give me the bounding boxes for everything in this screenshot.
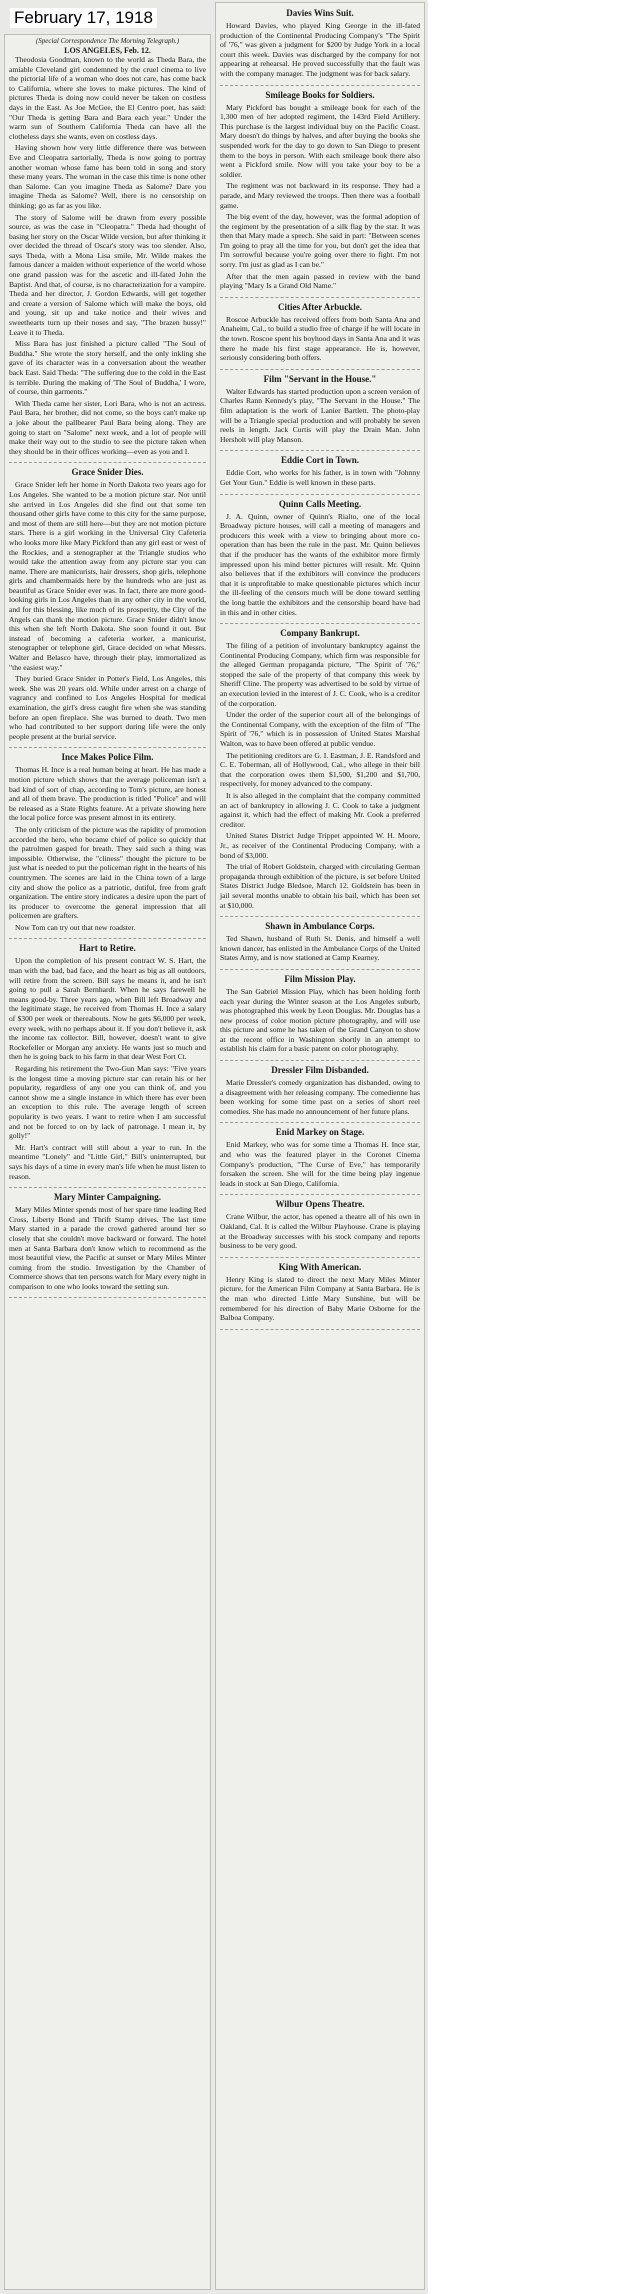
article-paragraph: The San Gabriel Mission Play, which has been holding forth each year during the Winter season at the Los Angeles suburb, was photographed this week by Leon Douglas. Mr. Douglas has a new process of color motion picture photography, and will use this picture and some he has taken of the Grand Canyon to show at the recent office in Washington shortly in an attempt to establish his claim for a basic patent on color photography.: [220, 986, 420, 1054]
article-heading: Enid Markey on Stage.: [275, 1127, 365, 1138]
article-heading: Quinn Calls Meeting.: [278, 498, 362, 509]
article-paragraph: Now Tom can try out that new roadster.: [15, 922, 136, 932]
article-subhead: (Special Correspondence The Morning Telegraph.): [35, 37, 180, 45]
article-smileage-books-for-soldiers: [220, 90, 420, 298]
article-paragraph: Mary Pickford has bought a smileage book for each of the 1,300 men of her adopted regiment, the 143rd Field Artillery. This purchase is the largest individual buy on the Pacific Coast. Mary doesn't do things by halves, and after buying the books she suspended work for the day to go down to San Diego to present them to the boys in person. With each smileage book there also went a Pickford smile. Now will you take your boy to be a soldier.: [220, 102, 420, 179]
article-paragraph: It is also alleged in the complaint that the company committed an act of bankruptcy in allowing J. C. Cook to take a judgment against it, which had the effect of making Mr. Cook a preferred creditor.: [220, 791, 420, 829]
article-company-bankrupt: [220, 628, 420, 917]
article-paragraph: Roscoe Arbuckle has received offers from both Santa Ana and Anaheim, Cal., to build a studio free of charge if he will locate in the town. Roscoe spent his boyhood days in Santa Ana and it was there he made his first stage appearance. He is, however, seriously considering both offers.: [220, 314, 420, 363]
article-paragraph: Thomas H. Ince is a real human being at heart. He has made a motion picture which shows that the average policeman isn't a bad kind of sort of chap, according to Tom's picture, are honest and all of them brave. The production is titled "Police" and will be released as a State Rights feature. At a private showing here the local police force was present almost in its entirety.: [9, 765, 206, 823]
article-heading: Film Mission Play.: [284, 973, 356, 984]
article-heading: Davies Wins Suit.: [286, 8, 354, 18]
article-quinn-calls-meeting: [220, 499, 420, 625]
article-paragraph: Howard Davies, who played King George in the ill-fated production of the Continental Producing Company's "The Spirit of '76," was given a judgment for $200 by Judge York in a local court this week. Davies was discharged by the company for not appearing at rehearsal. He proved successfully that the fault was with the company manager. The judgment was for back salary.: [220, 21, 420, 78]
article-paragraph: Eddie Cort, who works for his father, is in town with "Johnny Get Your Gun." Eddie is well known in these parts.: [220, 468, 420, 487]
article-davies-wins-suit: [220, 8, 420, 86]
article-shawn-in-ambulance-corps: [220, 921, 420, 970]
article-paragraph: The only criticism of the picture was the rapidity of promotion accorded the hero, who became chief of police so quickly that the patrolmen gasped for breath. They said such a thing was impossible. Otherwise, the "cliness" thought the picture to be just what is needed to put the policeman right in the hearts of his countrymen. The scenes are laid in the China town of a large city and show the police as a patriotic, dutiful, free from graft organization. The entire story indicates a desire upon the part of its producer to overcome the general impression that all policemen are grafters.: [9, 824, 206, 921]
article-paragraph: With Theda came her sister, Lori Bara, who is not an actress. Paul Bara, her brother, did not come, so the boys can't make up a joke about the pallbearer Paul Bara being along. They are going to start on "Salome" next week, and a lot of people will make their way out to the studio to see the picture taken when they should be in their offices working—even as you and I.: [9, 398, 206, 456]
article-paragraph: Ted Shawn, husband of Ruth St. Denis, and himself a well known dancer, has enlisted in the Ambulance Corps of the United States Army, and is now stationed at Camp Kearney.: [220, 934, 420, 963]
article-paragraph: Crane Wilbur, the actor, has opened a theatre all of his own in Oakland, Cal. It is called the Wilbur Playhouse. Crane is playing at the Broadway successes with his stock company and reports business to be very good.: [220, 1212, 420, 1251]
article-wilbur-opens-theatre: [220, 1199, 420, 1257]
article-paragraph: Under the order of the superior court all of the belongings of the Continental Company, with the exception of the film of "The Spirit of '76," which is in possession of United States Marshal Walton, was to have been offered at public vendue.: [220, 710, 420, 749]
article-heading: Dressler Film Disbanded.: [271, 1065, 369, 1076]
article-king-with-american: [220, 1262, 420, 1330]
article-cities-after-arbuckle: [220, 302, 420, 370]
article-paragraph: After that the men again passed in review with the band playing "Mary Is a Grand Old Name.": [220, 271, 420, 291]
article-paragraph: Walter Edwards has started production upon a screen version of Charles Rann Kennedy's play, "The Servant in the House." The film adaptation is the work of Lanier Bartlett. The photo-play will be a Triangle special production and will probably be seven reels in length. Jack Curtis will play the Drain Man. John Hersholt will play Manson.: [220, 386, 420, 444]
right-column: [215, 2, 425, 2290]
article-paragraph: Upon the completion of his present contract W. S. Hart, the man with the bad, bad face, and the heart as big as all outdoors, will retire from the screen. Bill says he means it, and he isn't going to pull a Sarah Bernhardt. When he says farewell he means good-by. Three years ago, when Bill left Broadway and the legitimate stage, he received from Thomas H. Ince a salary of $300 per week or thereabouts. Now he gets $6,000 per week, every week, with no perhaps about it. If you don't believe it, ask the income tax collector. Bill, however, doesn't want to give Rockefeller or Morgan any anxiety. He wants just so much and then he is going back to his farm in that dear West Fort Ct.: [9, 956, 206, 1062]
article-heading: Eddie Cort in Town.: [280, 455, 360, 466]
article-paragraph: J. A. Quinn, owner of Quinn's Rialto, one of the local Broadway picture houses, will call a meeting of managers and producers this week with a view to bringing about more co-operation than has been the rule in the past. Mr. Quinn believes that if the producer has the wants of the exhibitor more firmly impressed upon his mind better pictures will result. Mr. Quinn also believes that if the exhibitors will convince the producers that it is unprofitable to make questionable pictures which incur the ill-feeling of the censors much will be done toward settling the long battle the exhibitors and the censorship board have had in this and in other cities.: [220, 511, 420, 617]
article-paragraph: The trial of Robert Goldstein, charged with circulating German propaganda through exhibition of the picture, is set before United States District Judge Bledsoe, March 12. Goldstein has been in jail several months unable to obtain his bail, which has been set at $10,000.: [220, 862, 420, 910]
article-heading: Smileage Books for Soldiers.: [265, 89, 375, 100]
article-hart-to-retire: [9, 943, 206, 1188]
article-dressler-film-disbanded: [220, 1065, 420, 1123]
article-paragraph: The petitioning creditors are G. I. Eastman, J. E. Randsford and C. E. Toberman, all of Hollywood, Cal., who allege in their bill that the corporation owes them $1,500, $1,200 and $1,700, respectively, for money advanced to the company.: [220, 750, 420, 789]
article-heading: Mary Minter Campaigning.: [53, 1192, 162, 1203]
article-heading: Hart to Retire.: [79, 943, 136, 954]
article-paragraph: United States District Judge Trippet appointed W. H. Moore, Jr., as receiver of the Continental Producing Company, with a bond of $3,000.: [220, 831, 420, 860]
article-paragraph: They buried Grace Snider in Potter's Field, Los Angeles, this week. She was 20 years old. While under arrest on a charge of vagrancy and confined to Los Angeles Hospital for medical examination, the girl's dress caught fire when she was standing before an open fireplace. She was burned to death. Two men who had contributed to her support during life were the only people present at the burial service.: [9, 674, 206, 741]
article-paragraph: The regiment was not backward in its response. They had a parade, and Mary reviewed the troops. Then there was a football game.: [220, 181, 420, 210]
left-column: [4, 34, 211, 2290]
article-paragraph: Mr. Hart's contract will still about a year to run. In the meantime "Lonely" and "Little Girl," Bill's uninterrupted, but says his days of a time in every man's life when he must listen to reason.: [9, 1142, 206, 1181]
blank-margin: [428, 0, 631, 2294]
article-paragraph: Theodosia Goodman, known to the world as Theda Bara, the amiable Cleveland girl condemned by the cruel cinema to live the pictorial life of a woman who does not care, has come back to California, where she loves to make pictures. The kind of pictures Theda is doing now could never be taken on costless days in the East. As Joe McGee, the El Centro poet, has said: "Our Theda is getting Bara and Bara each year." Under the warm sun of Southern California Theda can have all the clotheless days she wants, even on costless days.: [9, 55, 206, 141]
article-heading: Film "Servant in the House.": [263, 373, 377, 384]
article-enid-markey-on-stage: [220, 1127, 420, 1195]
article-paragraph: Enid Markey, who was for some time a Thomas H. Ince star, and who was the featured player in the Coronet Cinema Company's production, "The Curse of Eve," has temporarily forsaken the screen. She will for the time being play ingenue leads in stock at San Diego, California.: [220, 1140, 420, 1188]
article-paragraph: Mary Miles Minter spends most of her spare time leading Red Cross, Liberty Bond and Thrift Stamp drives. The last time Mary started in a parade the crowd gathered around her so closely that she couldn't move backward or forward. The hotel men at Santa Barbara don't know which to recommend as the most beautiful view, the Pacific at sunset or Mary Miles Minter coming from the studio. Investigation by the Chamber of Commerce shows that ten persons watch for Mary every night in comparison to one who looks toward the setting sun.: [9, 1205, 206, 1291]
article-ince-makes-police-film: [9, 752, 206, 939]
article-heading: Shawn in Ambulance Corps.: [265, 921, 375, 932]
article-eddie-cort-in-town: [220, 455, 420, 494]
article-film-servant-in-the-house: [220, 374, 420, 452]
article-heading: Ince Makes Police Film.: [61, 752, 154, 763]
article-paragraph: The big event of the day, however, was the formal adoption of the regiment by the presentation of a silk flag by the star. It was then that Mary made a speech. She said in part: "Between scenes I'm going to pray all the time for you, but don't get the idea that I'm sorrowful because you're going over there to fight. I'm not sorry. I'm just as glad as I can be.": [220, 212, 420, 270]
article-paragraph: The story of Salome will be drawn from every possible source, as was the case in "Cleopatra." Theda had thought of basing her story on the Oscar Wilde version, but after thinking it over decided the thread of Oscar's story was too slender. Also, says Theda, with a Mona Lisa smile, Mr. Wilde makes the famous dancer a maiden without experience of the world whose one grand passion was for the ascetic and ill-fated John the Baptist. And that, of course, is no characterization for a vampire. Theda and her director, J. Gordon Edwards, will get together and create a version of Salome which will make the boys, old and young, sit up and take notice and their wives and sweethearts turn up their noses and say, "The brazen hussy!" Leave it to Theda.: [9, 212, 206, 337]
page-date: February 17, 1918: [10, 8, 157, 28]
article-grace-snider-dies: [9, 467, 206, 748]
article-paragraph: Having shown how very little difference there was between Eve and Cleopatra sartorially, Theda is now going to portray another woman whose fame has been told in song and story these many years. The woman in the case this time is none other than Salome. Can you imagine Theda as Salome? Dare you imagine Theda as Salome? Well, there is no censorship on thinking; go as far as you like.: [9, 143, 206, 210]
article-paragraph: Miss Bara has just finished a picture called "The Soul of Buddha." She wrote the story herself, and the only inkling she gave of its character was in a conversation about the weather back East. Said Theda: "The suffering due to the cold in the East is terrible. During the making of 'The Soul of Buddha,' I wore, of course, thin garments.": [9, 339, 206, 397]
article-heading: Company Bankrupt.: [280, 628, 360, 639]
article-heading: Grace Snider Dies.: [71, 467, 144, 478]
article-paragraph: The filing of a petition of involuntary bankruptcy against the Continental Producing Company, which firm was responsible for the alleged German propaganda picture, "The Spirit of '76," stopped the sale of the property of that company this week by Sheriff Cline. The property was advertised to be sold by virtue of an execution levied in the interest of J. C. Cook, who is a creditor of the corporation.: [220, 641, 420, 708]
article-paragraph: Marie Dressler's comedy organization has disbanded, owing to a disagreement with her releasing company. The comedienne has been working for some time past on a series of short reel comedies. She has made no announcement of her future plans.: [220, 1078, 420, 1116]
article-heading: King With American.: [278, 1261, 362, 1272]
article-lead: [9, 37, 206, 463]
article-film-mission-play: [220, 974, 420, 1061]
article-paragraph: Regarding his retirement the Two-Gun Man says: "Five years is the longest time a moving picture star can retain his or her popularity, regardless of any one you can think of, and you cannot show me a single instance in which there has ever been an exception to this rule. The average length of screen popularity is two years. I want to retire when I am successful and not be forced to on by lack of patronage. I mean it, by golly!": [9, 1064, 206, 1141]
article-heading: Wilbur Opens Theatre.: [275, 1199, 365, 1210]
article-heading: Cities After Arbuckle.: [277, 301, 363, 312]
article-paragraph: Grace Snider left her home in North Dakota two years ago for Los Angeles. She wanted to be a motion picture star. Not until she arrived in Los Angeles did she find out that some ten thousand other girls have come to this city for the same purpose, and most of them are still here—but they are not motion picture stars. There is a girl working in the Universal City Cafeteria who looks more like Mary Pickford than any girl east or west of the Rockies, and a stenographer at the Triangle studios who would take the attention away from any picture star you can name. There are manicurists, hair dressers, shop girls, telephone girls and chambermaids here by the hundreds who are just as beautiful as Grace Snider ever was. In fact, there are more good-looking girls in Los Angeles than in any other city in the world, and for this blessing, like much of its prosperity, the City of the Angels can thank the motion picture. Grace Snider didn't know this when she left North Dakota. She soon found it out. But instead of becoming a cafeteria worker, a manicurist, stenographer or telephone girl, Grace decided on what Messrs. Walter and Belasco have, through their play, immortalized as "the easiest way.": [9, 480, 206, 672]
article-dateline: LOS ANGELES, Feb. 12.: [64, 46, 151, 55]
article-mary-minter-campaigning: [9, 1192, 206, 1298]
article-paragraph: Henry King is slated to direct the next Mary Miles Minter picture, for the American Film Company at Santa Barbara. He is the man who directed Little Mary Sunshine, but will be remembered for his direction of Baby Marie Osborne for the Balboa Company.: [220, 1274, 420, 1323]
